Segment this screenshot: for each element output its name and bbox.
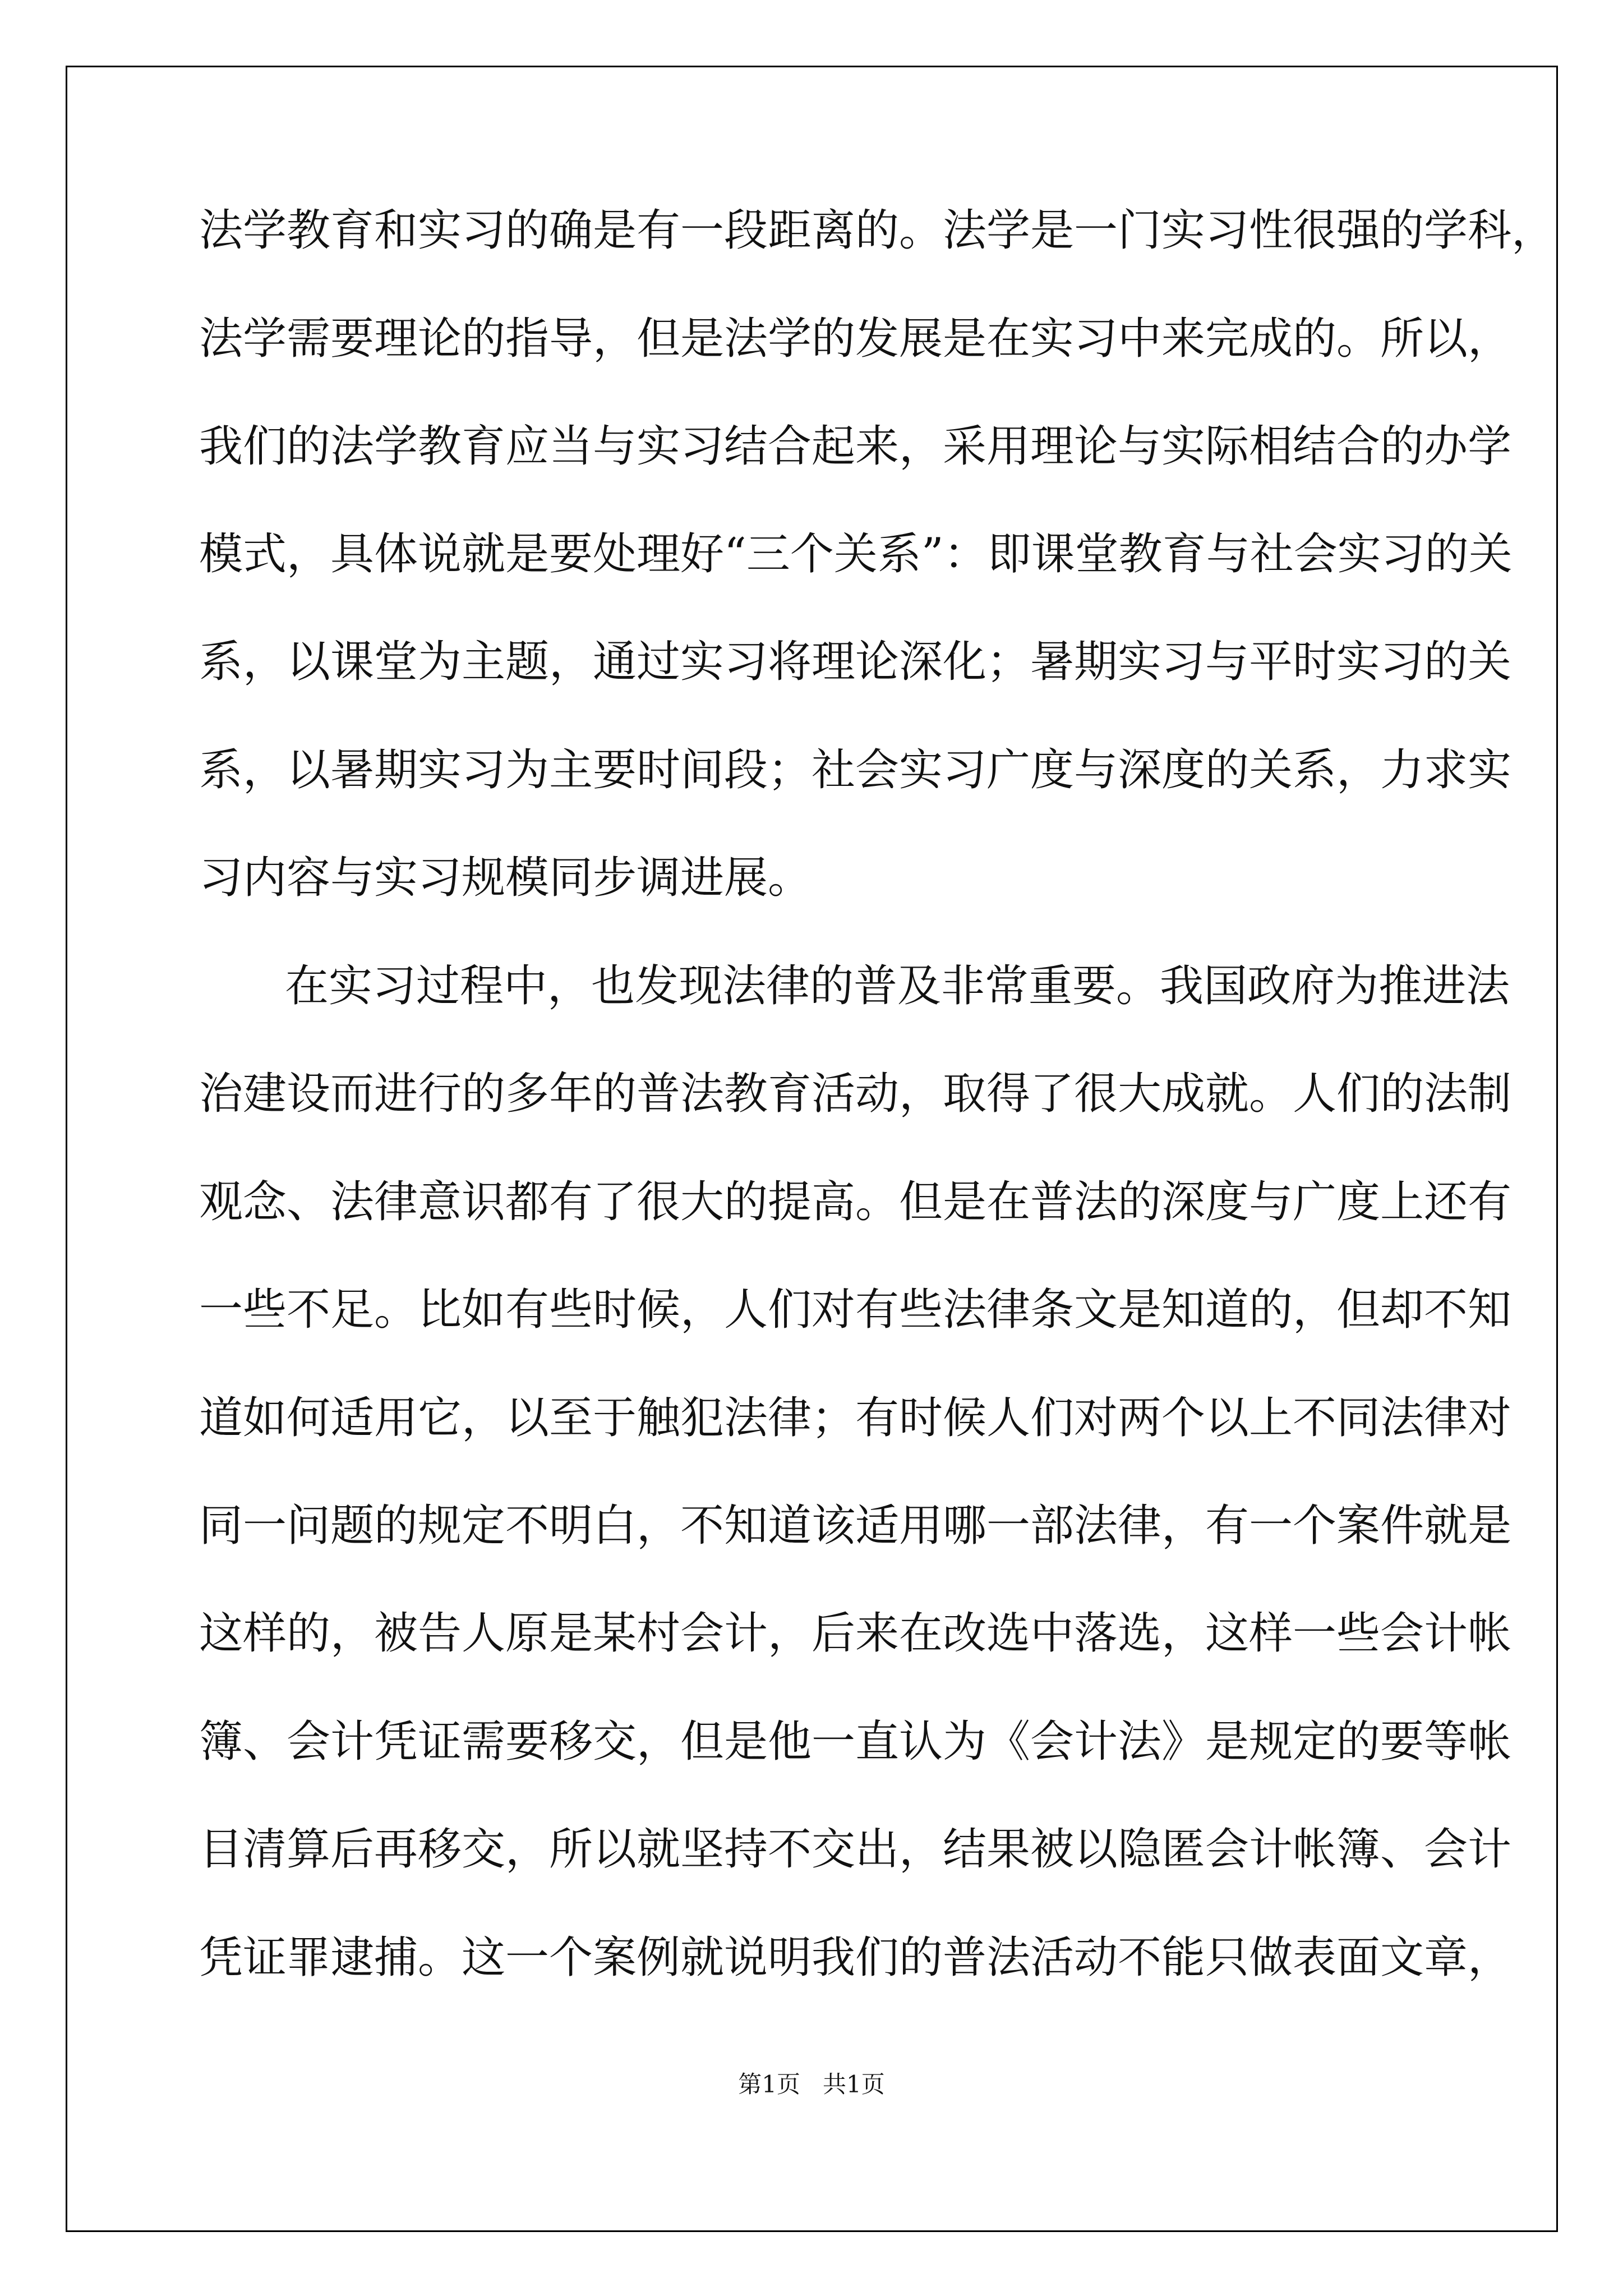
paragraph-2-line-9: 目清算后再移交，所以就坚持不交出，结果被以隐匿会计帐簿、会计 [199, 1824, 1512, 1875]
paragraph-2-line-6: 同一问题的规定不明白，不知道该适用哪一部法律，有一个案件就是 [199, 1501, 1512, 1551]
paragraph-2-line-8: 簿、会计凭证需要移交，但是他一直认为《会计法》是规定的要等帐 [199, 1717, 1512, 1767]
paragraph-2-line-5: 道如何适用它，以至于触犯法律；有时候人们对两个以上不同法律对 [199, 1393, 1512, 1443]
paragraph-1-line-4: 模式，具体说就是要处理好“三个关系”：即课堂教育与社会实习的关 [199, 529, 1513, 579]
paragraph-1-line-1: 法学教育和实习的确是有一段距离的。法学是一门实习性很强的学科， [199, 205, 1556, 256]
paragraph-2-line-3: 观念、法律意识都有了很大的提高。但是在普法的深度与广度上还有 [199, 1177, 1512, 1227]
paragraph-2-line-10: 凭证罪逮捕。这一个案例就说明我们的普法活动不能只做表面文章， [199, 1932, 1512, 1983]
paragraph-2-line-1: 在实习过程中，也发现法律的普及非常重要。我国政府为推进法 [285, 961, 1510, 1011]
paragraph-1-line-3: 我们的法学教育应当与实习结合起来，采用理论与实际相结合的办学 [199, 421, 1512, 472]
paragraph-2-line-2: 治建设而进行的多年的普法教育活动，取得了很大成就。人们的法制 [199, 1069, 1512, 1119]
paragraph-1-line-7: 习内容与实习规模同步调进展。 [199, 853, 812, 903]
page-number-footer: 第1页 共1页 [738, 2070, 885, 2098]
paragraph-2-line-4: 一些不足。比如有些时候，人们对有些法律条文是知道的，但却不知 [199, 1285, 1512, 1335]
paragraph-1-line-2: 法学需要理论的指导，但是法学的发展是在实习中来完成的。所以， [199, 314, 1512, 364]
paragraph-1-line-5: 系，以课堂为主题，通过实习将理论深化；暑期实习与平时实习的关 [199, 637, 1512, 687]
paragraph-1-line-6: 系，以暑期实习为主要时间段；社会实习广度与深度的关系，力求实 [199, 745, 1512, 795]
paragraph-2-line-7: 这样的，被告人原是某村会计，后来在改选中落选，这样一些会计帐 [199, 1608, 1512, 1659]
page-border [66, 66, 1558, 2232]
